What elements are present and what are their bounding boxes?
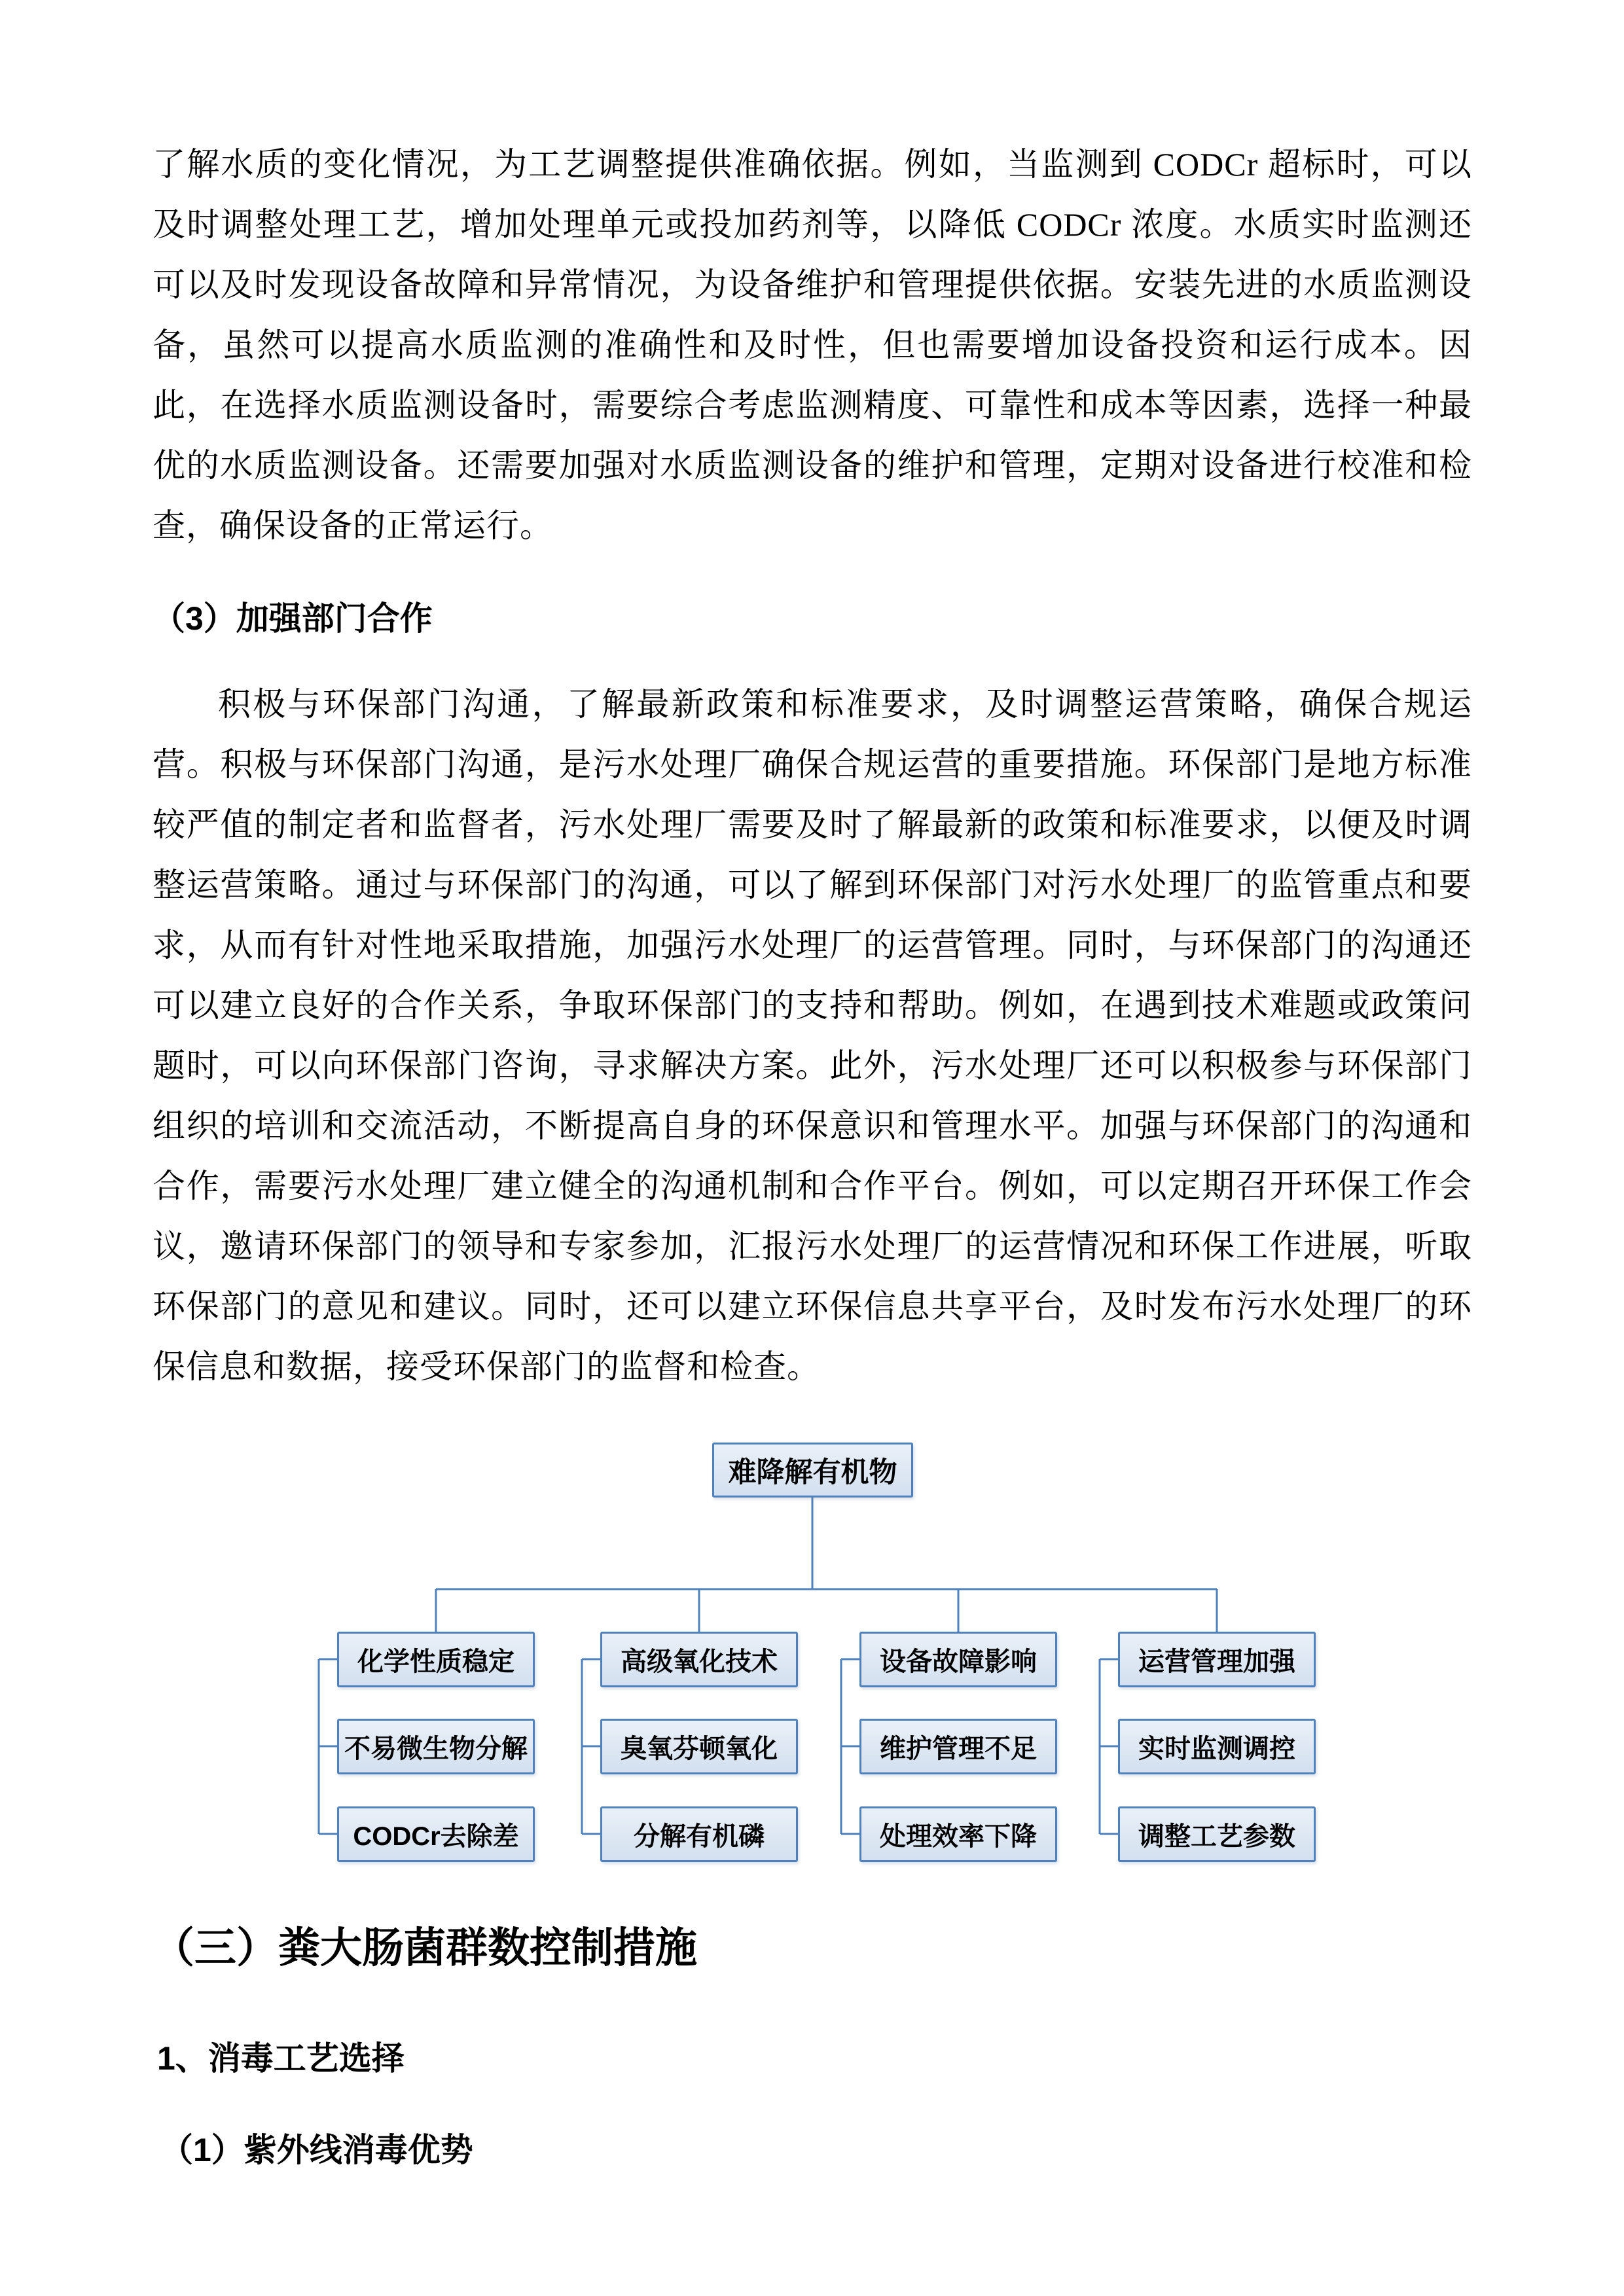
paragraph-epa-cooperation: 积极与环保部门沟通，了解最新政策和标准要求，及时调整运营策略，确保合规运营。积极与环保部门沟通，是污水处理厂确保合规运营的重要措施。环保部门是地方标准较严值的制定者和监督者，污水处理厂需要及时了解最新的政策和标准要求，以便及时调整运营策略。通过与环保部门的沟通，可以了解到环保部门对污水处理厂的监管重点和要求，从而有针对性地采取措施，加强污水处理厂的运营管理。同时，与环保部门的沟通还可以建立良好的合作关系，争取环保部门的支持和帮助。例如，在遇到技术难题或政策问题时，可以向环保部门咨询，寻求解决方案。此外，污水处理厂还可以积极参与环保部门组织的培训和交流活动，不断提高自身的环保意识和管理水平。加强与环保部门的沟通和合作，需要污水处理厂建立健全的沟通机制和合作平台。例如，可以定期召开环保工作会议，邀请环保部门的领导和专家参加，汇报污水处理厂的运营情况和环保工作进展，听取环保部门的意见和建议。同时，还可以建立环保信息共享平台，及时发布污水处理厂的环保信息和数据，接受环保部门的监督和检查。 bbox=[153, 686, 1472, 1385]
diagram-node: 调整工艺参数 bbox=[1118, 1806, 1316, 1862]
diagram-node: CODCr去除差 bbox=[337, 1806, 535, 1862]
diagram-node: 臭氧芬顿氧化 bbox=[600, 1719, 798, 1774]
heading-disinfection-process-selection: 1、消毒工艺选择 bbox=[157, 2040, 405, 2077]
diagram-node: 化学性质稳定 bbox=[337, 1632, 535, 1687]
diagram-node: 运营管理加强 bbox=[1118, 1632, 1316, 1687]
diagram-node: 设备故障影响 bbox=[859, 1632, 1057, 1687]
diagram-root-node: 难降解有机物 bbox=[712, 1443, 913, 1498]
diagram-node: 不易微生物分解 bbox=[337, 1719, 535, 1774]
org-chart-refractory-organics bbox=[0, 1407, 1624, 1905]
diagram-node: 处理效率下降 bbox=[859, 1806, 1057, 1862]
heading-fecal-coliform-control-measures: （三）粪大肠菌群数控制措施 bbox=[153, 1925, 697, 1971]
paragraph-water-quality-monitoring: 了解水质的变化情况，为工艺调整提供准确依据。例如，当监测到 CODCr 超标时，可以及时调整处理工艺，增加处理单元或投加药剂等，以降低 CODCr 浓度。水质实时监测还可以及时发现设备故障和异常情况，为设备维护和管理提供依据。安装先进的水质监测设备，虽然可以提高水质监测的准确性和及时性，但也需要增加设备投资和运行成本。因此，在选择水质监测设备时，需要综合考虑监测精度、可靠性和成本等因素，选择一种最优的水质监测设备。还需要加强对水质监测设备的维护和管理，定期对设备进行校准和检查，确保设备的正常运行。 bbox=[153, 146, 1472, 544]
diagram-node: 实时监测调控 bbox=[1118, 1719, 1316, 1774]
diagram-node: 高级氧化技术 bbox=[600, 1632, 798, 1687]
diagram-node: 维护管理不足 bbox=[859, 1719, 1057, 1774]
diagram-node: 分解有机磷 bbox=[600, 1806, 798, 1862]
heading-strengthen-department-cooperation: （3）加强部门合作 bbox=[153, 600, 433, 637]
heading-uv-disinfection-advantages: （1）紫外线消毒优势 bbox=[160, 2132, 473, 2168]
